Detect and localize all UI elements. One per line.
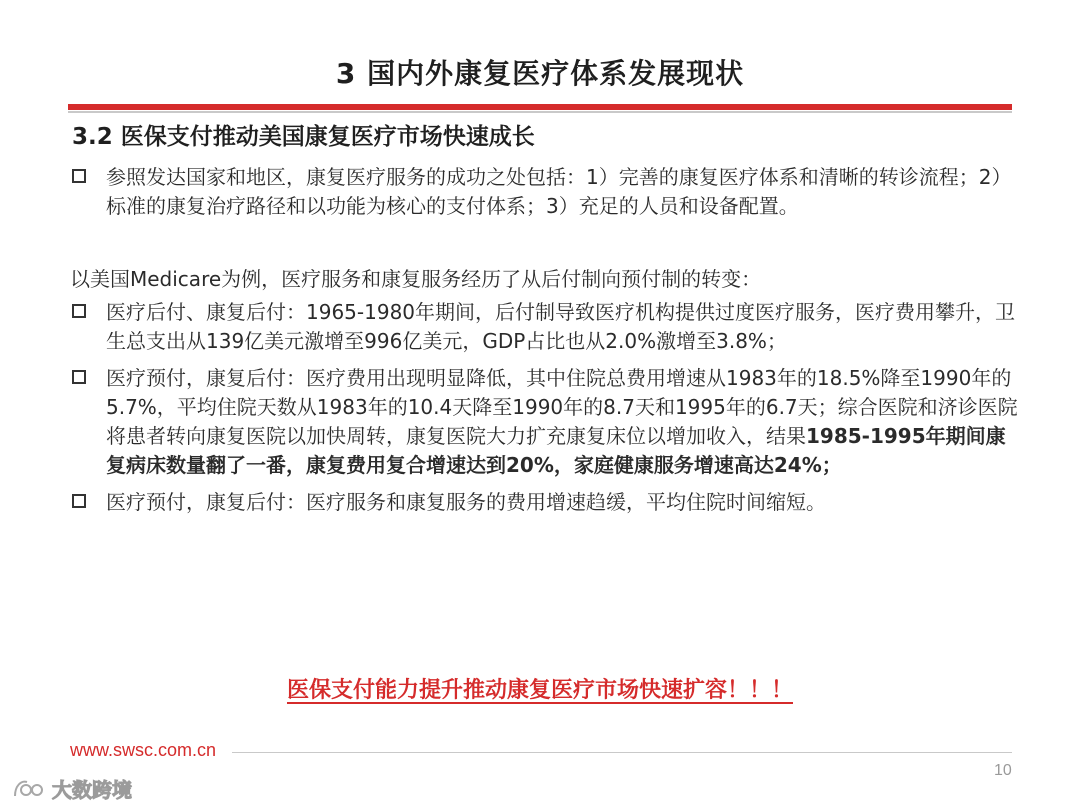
square-bullet-icon xyxy=(72,370,86,384)
slide-title: 3 国内外康复医疗体系发展现状 xyxy=(335,57,745,90)
bullet-item xyxy=(70,364,1020,480)
page-number: 10 xyxy=(994,762,1012,779)
bullet-text: 参照发达国家和地区，康复医疗服务的成功之处包括：1）完善的康复医疗体系和清晰的转诊流程；2）标准的康复治疗路径和以功能为核心的支付体系；3）充足的人员和设备配置。 xyxy=(106,165,1012,218)
watermark xyxy=(12,774,132,803)
watermark-text: 大数跨境 xyxy=(52,778,132,802)
slide-content xyxy=(70,163,1020,517)
bullet-item xyxy=(70,163,1020,221)
callout-text xyxy=(0,673,1080,704)
bullet-text: 医疗预付，康复后付：医疗服务和康复服务的费用增速趋缓，平均住院时间缩短。 xyxy=(106,490,826,514)
bullet-text: 医疗后付、康复后付：1965-1980年期间，后付制导致医疗机构提供过度医疗服务，医疗费用攀升，卫生总支出从139亿美元激增至996亿美元，GDP占比也从2.0%激增至3.8%； xyxy=(106,300,1016,353)
bullet-item xyxy=(70,298,1020,356)
section-heading: 3.2 医保支付推动美国康复医疗市场快速成长 xyxy=(72,124,535,150)
footer-url: www.swsc.com.cn xyxy=(70,740,217,760)
intro-paragraph: 以美国Medicare为例，医疗服务和康复服务经历了从后付制向预付制的转变： xyxy=(70,267,762,291)
square-bullet-icon xyxy=(72,494,86,508)
square-bullet-icon xyxy=(72,304,86,318)
title-divider-red xyxy=(68,104,1012,110)
footer-divider xyxy=(232,752,1012,753)
bullet-text: 医疗预付，康复后付：医疗费用出现明显降低，其中住院总费用增速从1983年的18.5%降至1990年的5.7%，平均住院天数从1983年的10.4天降至1990年的8.7天和1995年的6.7天；综合医院和济诊医院将患者转向康复医院以加快周转，康复医院大力扩充康复床位以增加收入，结果 xyxy=(106,366,1018,448)
title-divider-gray xyxy=(68,111,1012,113)
callout-label: 医保支付能力提升推动康复医疗市场快速扩容！！！ xyxy=(286,678,793,703)
bullet-text-bold: 1985-1995年期间康复病床数量翻了一番，康复费用复合增速达到20%，家庭健康服务增速高达24%； xyxy=(106,424,1006,477)
watermark-logo-icon xyxy=(12,776,46,802)
square-bullet-icon xyxy=(72,169,86,183)
bullet-item xyxy=(70,488,1020,517)
